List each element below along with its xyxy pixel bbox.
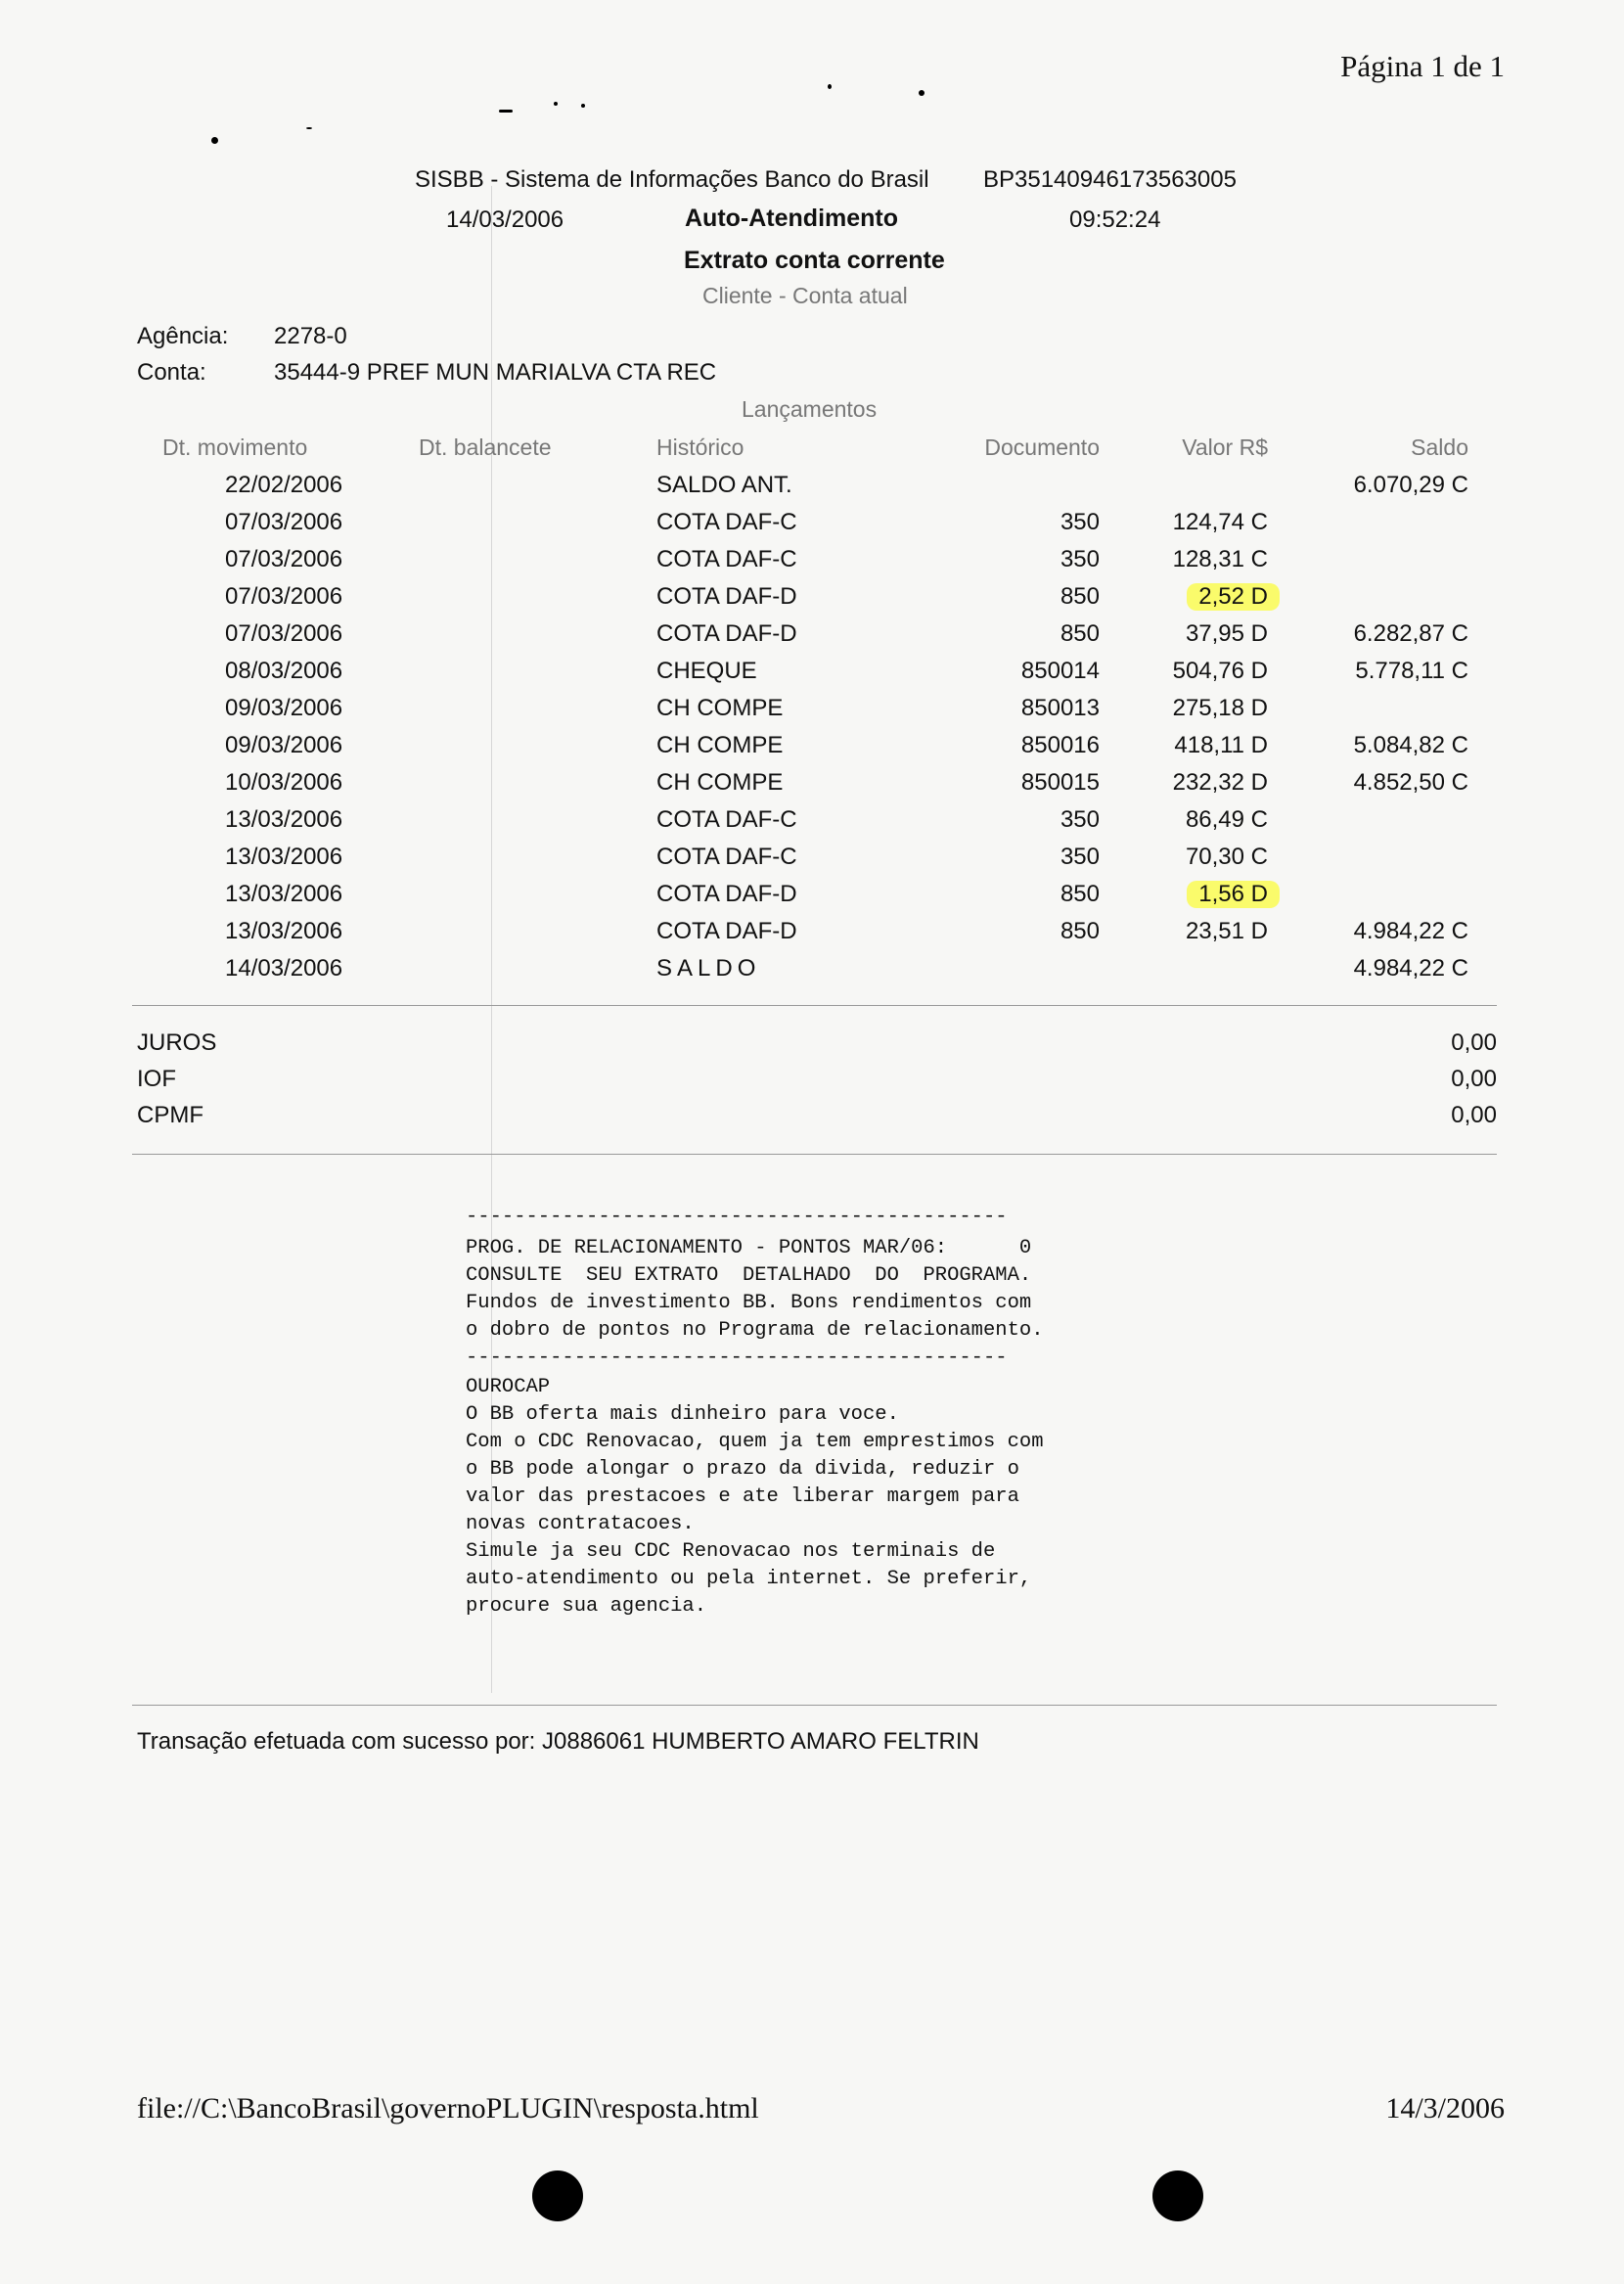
message-separator: --------------------------------------------- <box>466 1347 1008 1369</box>
total-label: JUROS <box>137 1029 217 1056</box>
row-historico: COTA DAF-C <box>656 844 797 870</box>
row-date: 22/02/2006 <box>225 472 343 498</box>
row-saldo: 5.084,82 C <box>1353 732 1468 758</box>
header-time: 09:52:24 <box>1069 206 1161 233</box>
message-line: procure sua agencia. <box>466 1595 707 1618</box>
message-line: Simule ja seu CDC Renovacao nos terminais de <box>466 1540 996 1563</box>
scan-speck <box>306 127 312 129</box>
header-date: 14/03/2006 <box>446 206 564 233</box>
row-historico: COTA DAF-C <box>656 546 797 572</box>
punch-hole <box>532 2170 583 2221</box>
row-date: 09/03/2006 <box>225 732 343 758</box>
row-saldo: 6.070,29 C <box>1353 472 1468 498</box>
row-valor: 504,76 D <box>1172 658 1268 684</box>
message-line: novas contratacoes. <box>466 1513 695 1535</box>
message-line: valor das prestacoes e ate liberar margem para <box>466 1485 1019 1508</box>
row-documento: 850015 <box>1020 769 1100 796</box>
column-header-valor: Valor R$ <box>1182 434 1268 460</box>
row-historico: COTA DAF-C <box>656 509 797 535</box>
conta-label: Conta: <box>137 359 206 386</box>
statement-subtitle: Cliente - Conta atual <box>702 283 908 308</box>
row-valor: 128,31 C <box>1172 546 1268 572</box>
row-valor: 232,32 D <box>1172 769 1268 796</box>
column-header-saldo: Saldo <box>1411 434 1468 460</box>
table-row <box>0 844 1624 881</box>
total-row-juros <box>137 1029 1497 1065</box>
row-valor: 37,95 D <box>1185 620 1268 647</box>
row-date: 07/03/2006 <box>225 620 343 647</box>
column-header-dt-movimento: Dt. movimento <box>162 434 308 460</box>
table-row <box>0 806 1624 844</box>
table-row <box>0 472 1624 509</box>
table-row <box>0 918 1624 955</box>
row-documento: 850 <box>1060 620 1100 647</box>
scan-speck <box>499 110 513 113</box>
row-documento: 350 <box>1060 546 1100 572</box>
transaction-status: Transação efetuada com sucesso por: J0886061 HUMBERTO AMARO FELTRIN <box>137 1728 979 1755</box>
row-documento: 350 <box>1060 844 1100 870</box>
agencia-label: Agência: <box>137 323 229 349</box>
row-valor: 23,51 D <box>1185 918 1268 944</box>
row-valor-highlighted: 2,52 D <box>1187 583 1280 611</box>
row-date: 07/03/2006 <box>225 509 343 535</box>
row-valor: 124,74 C <box>1172 509 1268 535</box>
punch-hole <box>1152 2170 1203 2221</box>
row-date: 07/03/2006 <box>225 583 343 610</box>
row-valor: 275,18 D <box>1172 695 1268 721</box>
total-value: 0,00 <box>1451 1066 1497 1092</box>
table-row <box>0 881 1624 918</box>
row-valor-highlighted: 1,56 D <box>1187 881 1280 908</box>
row-valor: 70,30 C <box>1185 844 1268 870</box>
section-title: Lançamentos <box>742 396 878 422</box>
table-row <box>0 658 1624 695</box>
scan-speck <box>554 102 558 106</box>
row-historico: SALDO ANT. <box>656 472 792 498</box>
message-line: auto-atendimento ou pela internet. Se preferir, <box>466 1568 1032 1590</box>
scan-speck <box>919 90 925 96</box>
row-historico: CHEQUE <box>656 658 757 684</box>
column-header-documento: Documento <box>984 434 1100 460</box>
message-line: Fundos de investimento BB. Bons rendimentos com <box>466 1292 1032 1314</box>
total-label: CPMF <box>137 1102 203 1128</box>
row-historico: COTA DAF-D <box>656 881 797 907</box>
scan-speck <box>828 84 832 89</box>
row-historico: COTA DAF-D <box>656 620 797 647</box>
row-saldo: 4.984,22 C <box>1353 918 1468 944</box>
row-documento: 850016 <box>1020 732 1100 758</box>
column-header-historico: Histórico <box>656 434 744 460</box>
system-name: SISBB - Sistema de Informações Banco do Brasil <box>415 166 929 193</box>
message-line: CONSULTE SEU EXTRATO DETALHADO DO PROGRAMA. <box>466 1264 1032 1287</box>
row-saldo: 6.282,87 C <box>1353 620 1468 647</box>
row-valor: 86,49 C <box>1185 806 1268 833</box>
row-historico: COTA DAF-D <box>656 583 797 610</box>
footer-date: 14/3/2006 <box>1385 2092 1505 2124</box>
table-row <box>0 546 1624 583</box>
total-row-iof <box>137 1066 1497 1101</box>
message-separator: --------------------------------------------- <box>466 1206 1008 1228</box>
row-historico: CH COMPE <box>656 732 784 758</box>
message-line: o BB pode alongar o prazo da divida, reduzir o <box>466 1458 1019 1481</box>
message-line: PROG. DE RELACIONAMENTO - PONTOS MAR/06: 0 <box>466 1237 1032 1259</box>
row-historico: COTA DAF-C <box>656 806 797 833</box>
row-historico: CH COMPE <box>656 695 784 721</box>
row-date: 10/03/2006 <box>225 769 343 796</box>
total-value: 0,00 <box>1451 1029 1497 1056</box>
row-date: 14/03/2006 <box>225 955 343 982</box>
row-saldo: 4.984,22 C <box>1353 955 1468 982</box>
row-valor: 418,11 D <box>1174 732 1268 758</box>
row-documento: 850 <box>1060 583 1100 610</box>
table-row <box>0 583 1624 620</box>
message-line: O BB oferta mais dinheiro para voce. <box>466 1403 899 1426</box>
row-date: 07/03/2006 <box>225 546 343 572</box>
total-value: 0,00 <box>1451 1102 1497 1128</box>
row-historico: SALDO <box>656 955 761 982</box>
table-row <box>0 955 1624 992</box>
service-mode: Auto-Atendimento <box>685 205 899 232</box>
row-documento: 850 <box>1060 918 1100 944</box>
agencia-value: 2278-0 <box>274 323 347 349</box>
table-row <box>0 509 1624 546</box>
divider <box>132 1005 1497 1006</box>
row-documento: 850 <box>1060 881 1100 907</box>
row-date: 13/03/2006 <box>225 806 343 833</box>
table-row <box>0 732 1624 769</box>
row-date: 09/03/2006 <box>225 695 343 721</box>
table-row <box>0 620 1624 658</box>
message-line: OUROCAP <box>466 1376 551 1398</box>
row-documento: 850014 <box>1020 658 1100 684</box>
row-date: 08/03/2006 <box>225 658 343 684</box>
row-documento: 350 <box>1060 509 1100 535</box>
row-saldo: 4.852,50 C <box>1353 769 1468 796</box>
column-header-dt-balancete: Dt. balancete <box>419 434 552 460</box>
total-row-cpmf <box>137 1102 1497 1137</box>
scan-speck <box>211 137 218 144</box>
row-date: 13/03/2006 <box>225 881 343 907</box>
divider <box>132 1705 1497 1706</box>
row-documento: 350 <box>1060 806 1100 833</box>
row-documento: 850013 <box>1020 695 1100 721</box>
total-label: IOF <box>137 1066 176 1092</box>
row-saldo: 5.778,11 C <box>1355 658 1468 684</box>
table-row <box>0 769 1624 806</box>
conta-value: 35444-9 PREF MUN MARIALVA CTA REC <box>274 359 717 386</box>
message-line: o dobro de pontos no Programa de relacionamento. <box>466 1319 1044 1342</box>
table-row <box>0 695 1624 732</box>
document-id: BP35140946173563005 <box>983 166 1237 193</box>
page-number: Página 1 de 1 <box>1340 49 1505 83</box>
row-historico: COTA DAF-D <box>656 918 797 944</box>
scan-speck <box>581 104 585 108</box>
message-line: Com o CDC Renovacao, quem ja tem emprestimos com <box>466 1431 1044 1453</box>
statement-title: Extrato conta corrente <box>684 247 945 274</box>
row-historico: CH COMPE <box>656 769 784 796</box>
row-date: 13/03/2006 <box>225 844 343 870</box>
row-date: 13/03/2006 <box>225 918 343 944</box>
footer-file-url: file://C:\BancoBrasil\governoPLUGIN\resposta.html <box>137 2092 759 2124</box>
divider <box>132 1154 1497 1155</box>
